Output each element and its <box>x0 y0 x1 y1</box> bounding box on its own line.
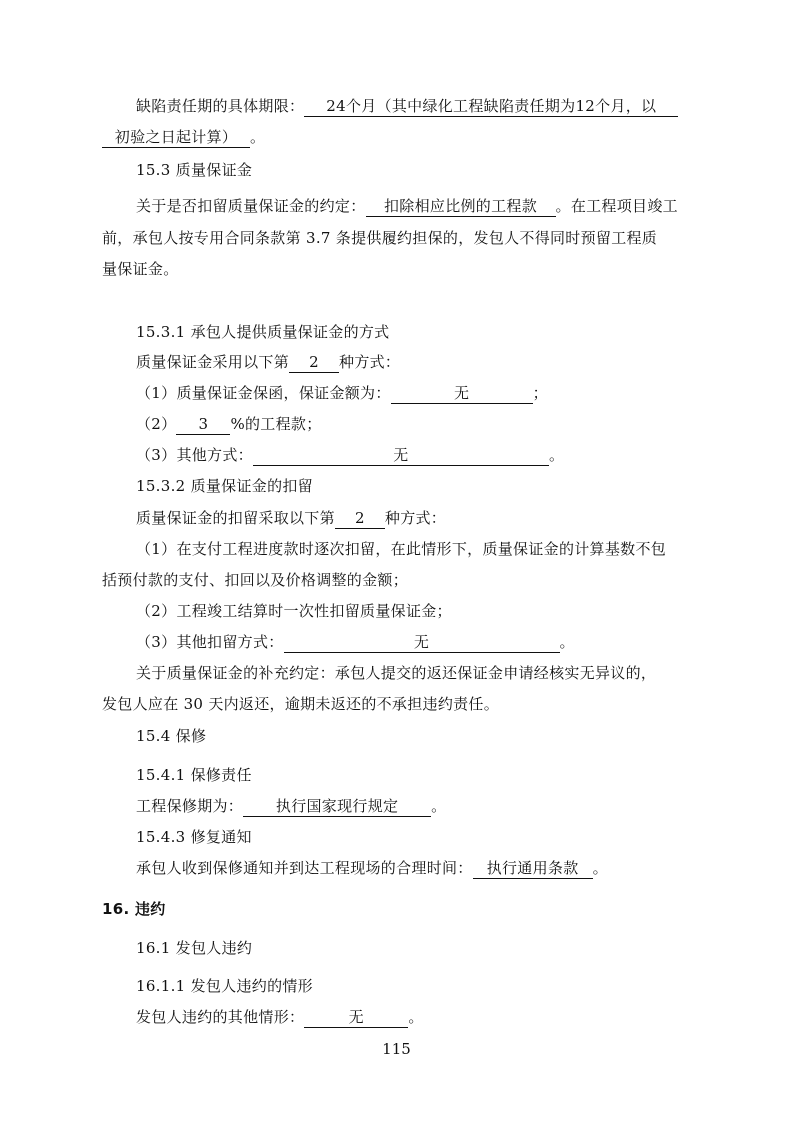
paragraph-line: 前，承包人按专用合同条款第 3.7 条提供履约担保的，发包人不得同时预留工程质 <box>102 229 658 247</box>
section-15-3-1-heading: 15.3.1 承包人提供质量保证金的方式 <box>136 323 390 341</box>
section-16-heading: 16. 违约 <box>102 900 166 918</box>
paragraph-line: 量保证金。 <box>102 260 179 278</box>
retention-agreement-line: 关于是否扣留质量保证金的约定： 扣除相应比例的工程款 。在工程项目竣工 <box>136 197 678 215</box>
page-number: 115 <box>382 1040 411 1058</box>
defect-period-line: 缺陷责任期的具体期限： 24个月（其中绿化工程缺陷责任期为12个月，以 <box>136 96 678 117</box>
warranty-period-value: 执行国家现行规定 <box>243 797 431 817</box>
other-deduction-value: 无 <box>284 633 560 653</box>
paragraph-line: 括预付款的支付、扣回以及价格调整的金额； <box>102 571 409 589</box>
guarantee-method-line: 质量保证金采用以下第 2 种方式： <box>136 353 401 371</box>
employer-default-value: 无 <box>304 1008 408 1028</box>
paragraph-line: 关于质量保证金的补充约定：承包人提交的返还保证金申请经核实无异议的， <box>136 664 657 682</box>
option-3-line: （3）其他方式： 无 。 <box>136 446 565 464</box>
section-15-3-heading: 15.3 质量保证金 <box>136 161 253 179</box>
defect-period-line-cont: 初验之日起计算） 。 <box>102 127 265 148</box>
guarantee-method-value: 2 <box>289 353 339 373</box>
repair-notice-value: 执行通用条款 <box>473 859 593 879</box>
paragraph-line: （1）在支付工程进度款时逐次扣留，在此情形下，质量保证金的计算基数不包 <box>136 540 667 558</box>
option-3-value: 无 <box>253 446 549 466</box>
paragraph-line: （2）工程竣工结算时一次性扣留质量保证金； <box>136 602 452 620</box>
deduction-method-value: 2 <box>335 509 385 529</box>
section-16-1-1-heading: 16.1.1 发包人违约的情形 <box>136 977 313 995</box>
option-1-line: （1）质量保证金保函，保证金额为： 无 ； <box>136 384 548 402</box>
employer-default-line: 发包人违约的其他情形： 无 。 <box>136 1008 424 1026</box>
defect-period-value: 24个月（其中绿化工程缺陷责任期为12个月，以 <box>304 97 678 117</box>
section-15-4-3-heading: 15.4.3 修复通知 <box>136 828 252 846</box>
section-15-4-heading: 15.4 保修 <box>136 727 207 745</box>
paragraph-line: 发包人应在 30 天内返还，逾期未返还的不承担违约责任。 <box>102 695 500 713</box>
deduction-method-line: 质量保证金的扣留采取以下第 2 种方式： <box>136 509 447 527</box>
retention-agreement-value: 扣除相应比例的工程款 <box>366 197 556 217</box>
section-15-4-1-heading: 15.4.1 保修责任 <box>136 766 252 784</box>
section-15-3-2-heading: 15.3.2 质量保证金的扣留 <box>136 477 313 495</box>
option-1-value: 无 <box>391 384 533 404</box>
repair-notice-line: 承包人收到保修通知并到达工程现场的合理时间： 执行通用条款 。 <box>136 859 608 877</box>
section-16-1-heading: 16.1 发包人违约 <box>136 939 253 957</box>
other-deduction-line: （3）其他扣留方式： 无 。 <box>136 633 575 651</box>
option-2-value: 3 <box>176 415 230 435</box>
option-2-line: （2） 3 %的工程款； <box>136 415 322 433</box>
defect-period-value-cont: 初验之日起计算） <box>102 128 250 148</box>
warranty-period-line: 工程保修期为： 执行国家现行规定 。 <box>136 797 447 815</box>
